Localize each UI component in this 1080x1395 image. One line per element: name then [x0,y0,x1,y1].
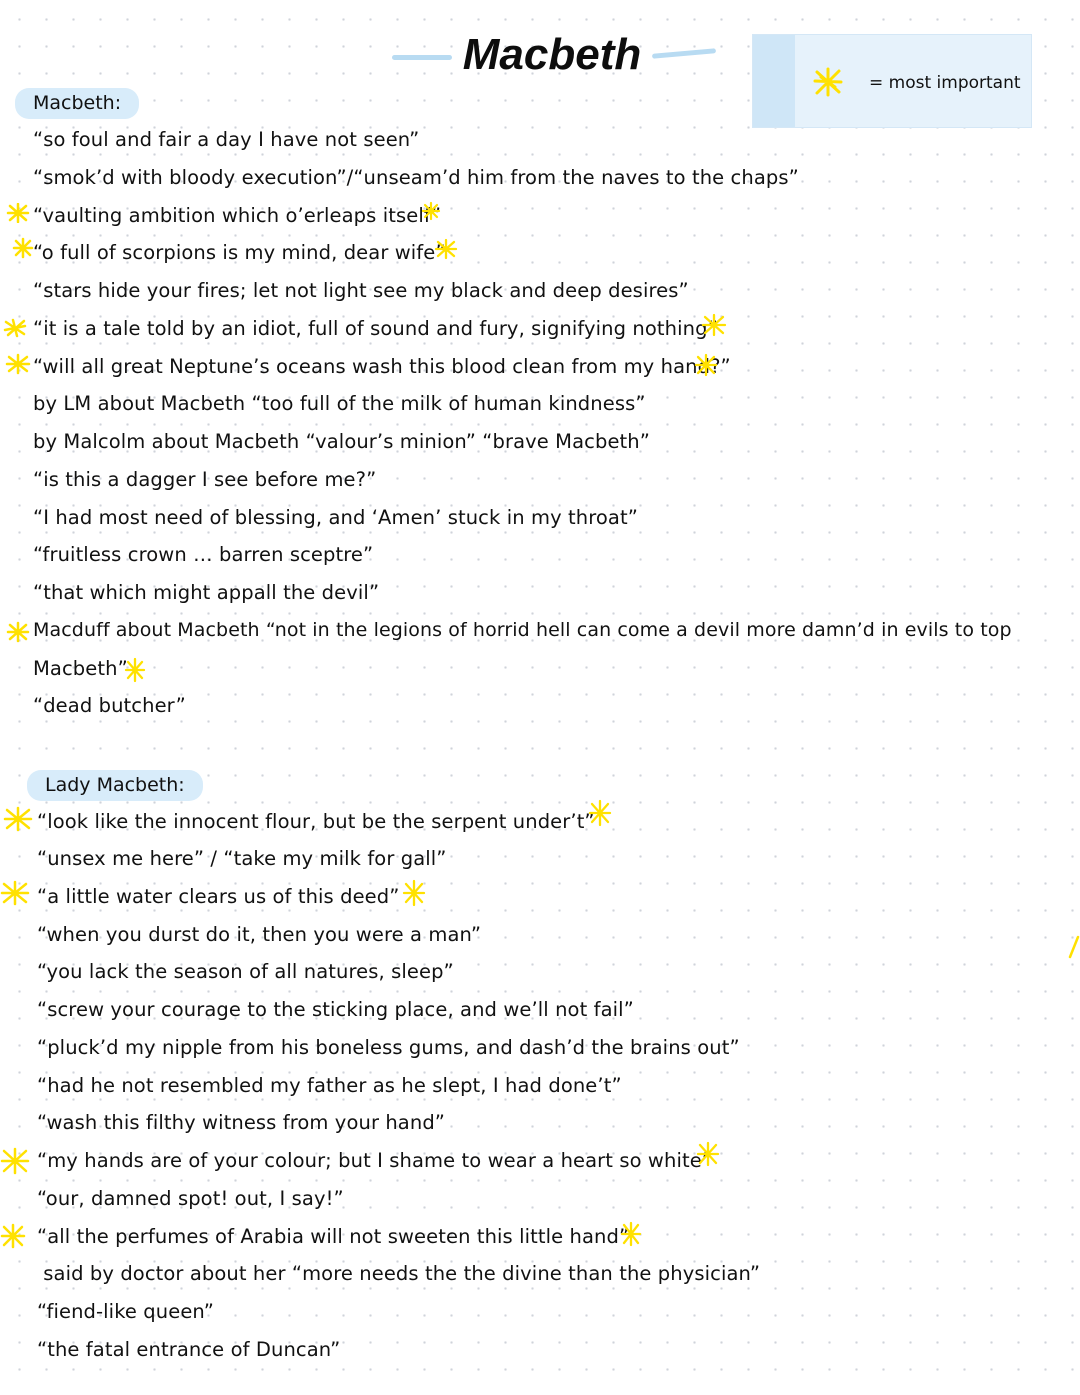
star-icon [6,621,30,643]
quote-line: “screw your courage to the sticking place, and we’ll not fail” [37,998,634,1021]
quote-line: said by doctor about her “more needs the the divine than the physician” [37,1262,761,1285]
quote-line: “stars hide your fires; let not light see my black and deep desires” [33,279,689,302]
star-icon [620,1221,642,1247]
star-icon [811,67,845,97]
star-icon [701,313,727,337]
star-icon [5,353,31,375]
star-icon [3,318,27,338]
quote-line: “unsex me here” / “take my milk for gall” [37,847,447,870]
quote-line: “pluck’d my nipple from his boneless gums, and dash’d the brains out” [37,1036,740,1059]
quote-line: “my hands are of your colour; but I shame to wear a heart so white” [37,1149,713,1172]
star-icon [124,657,146,683]
section-heading-lady-macbeth: Lady Macbeth: [27,770,203,801]
star-icon [0,1147,30,1175]
star-icon [402,879,426,907]
star-icon [6,203,30,223]
star-icon [421,201,441,221]
quote-line: “I had most need of blessing, and ‘Amen’ stuck in my throat” [33,506,638,529]
quote-line: “will all great Neptune’s oceans wash this blood clean from my hand?” [33,355,731,378]
legend-text: = most important [869,73,1021,93]
quote-line: “so foul and fair a day I have not seen” [33,128,420,151]
quote-line: “that which might appall the devil” [33,581,380,604]
star-icon [12,237,34,259]
quote-line: by LM about Macbeth “too full of the milk of human kindness” [33,392,646,415]
quote-line: “you lack the season of all natures, sleep” [37,960,454,983]
quote-line: “it is a tale told by an idiot, full of sound and fury, signifying nothing” [33,317,718,340]
highlighter-mark [1066,935,1080,959]
quote-line: “had he not resembled my father as he slept, I had done’t” [37,1074,622,1097]
quote-line: “fruitless crown … barren sceptre” [33,543,374,566]
legend-strip [753,35,795,127]
quote-line: “a little water clears us of this deed” [37,885,400,908]
quote-line: “o full of scorpions is my mind, dear wife” [33,241,446,264]
page-title: Macbeth [462,30,642,79]
quote-line: “all the perfumes of Arabia will not sweeten this little hand” [37,1225,630,1248]
star-icon [434,238,458,260]
star-icon [3,806,33,832]
quote-line: “dead butcher” [33,694,186,717]
quote-line: “is this a dagger I see before me?” [33,468,377,491]
star-icon [588,799,612,827]
quote-line: “look like the innocent flour, but be the serpent under’t” [37,810,595,833]
quote-line: “smok’d with bloody execution”/“unseam’d him from the naves to the chaps” [33,166,799,189]
star-icon [0,1223,26,1249]
section-heading-macbeth: Macbeth: [15,88,139,119]
star-icon [694,353,718,377]
legend-box [752,34,1032,128]
quote-line: “when you durst do it, then you were a man” [37,923,482,946]
quote-line: Macbeth” [33,657,128,680]
quote-line: “our, damned spot! out, I say!” [37,1187,344,1210]
quote-line: by Malcolm about Macbeth “valour’s minion” “brave Macbeth” [33,430,650,453]
star-icon [0,880,30,906]
quote-line: “vaulting ambition which o’erleaps itself” [33,204,442,227]
quote-line: “wash this filthy witness from your hand” [37,1111,446,1134]
quote-line: Macduff about Macbeth “not in the legions of horrid hell can come a devil more damn’d in evils to top [33,619,1012,641]
quote-line: “fiend-like queen” [37,1300,215,1323]
star-icon [696,1141,720,1167]
quote-line: “the fatal entrance of Duncan” [37,1338,341,1361]
